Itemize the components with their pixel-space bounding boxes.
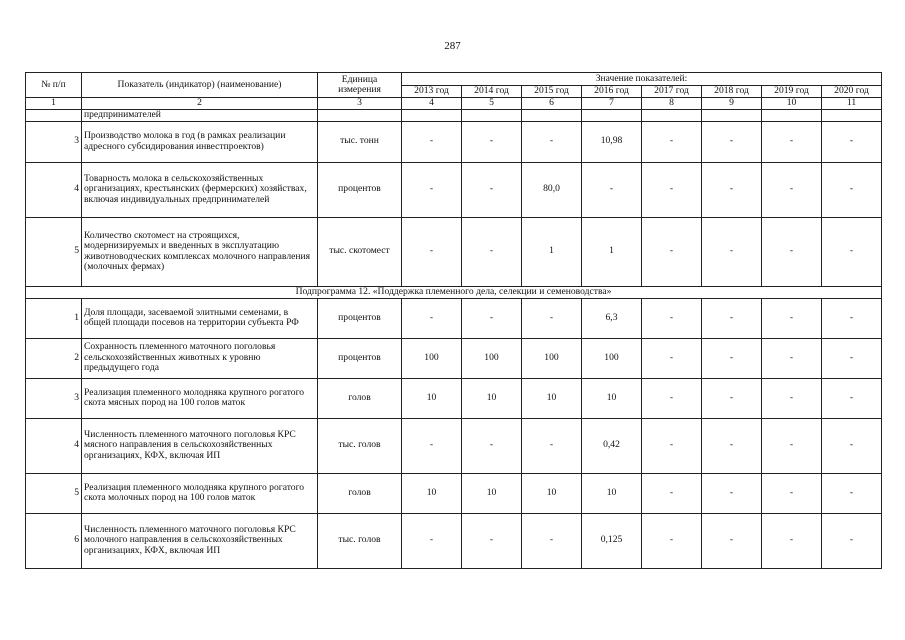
row-number: 5 [26,473,82,513]
value-cell: 100 [402,338,462,378]
header-num: № п/п [26,73,82,98]
value-cell: - [702,513,762,568]
year-header: 2020 год [822,86,882,98]
value-cell: 10,98 [582,121,642,162]
value-cell: - [762,338,822,378]
value-cell: 0,42 [582,418,642,473]
value-cell: - [642,338,702,378]
column-index: 2 [82,98,318,110]
value-cell: 100 [462,338,522,378]
value-cell: - [402,121,462,162]
row-number: 4 [26,418,82,473]
indicator-name: Численность племенного маточного поголовья КРС мясного направления в сельскохозяйственных организациях, КФХ, включая ИП [82,418,318,473]
value-cell: - [822,121,882,162]
table-row [26,473,882,513]
value-cell: - [522,121,582,162]
value-cell: - [642,418,702,473]
unit-cell [318,110,402,122]
value-cell: - [642,217,702,286]
unit-cell: процентов [318,162,402,217]
value-cell: - [762,378,822,418]
value-cell: - [702,162,762,217]
unit-cell: процентов [318,338,402,378]
value-cell: 10 [462,378,522,418]
column-index: 6 [522,98,582,110]
index-row [26,98,882,110]
table-body [26,110,882,569]
indicator-name: Товарность молока в сельскохозяйственных организациях, крестьянских (фермерских) хозяйствах, включая индивидуальных предпринимателей [82,162,318,217]
section-title: Подпрограмма 12. «Поддержка племенного дела, селекции и семеноводства» [26,286,882,298]
header-values: Значение показателей: [402,73,882,86]
table-row [26,298,882,338]
row-number: 3 [26,121,82,162]
column-index: 11 [822,98,882,110]
indicator-name: Количество скотомест на строящихся, модернизируемых и введенных в эксплуатацию животноводческих комплексах молочного направления (молочных фермах) [82,217,318,286]
value-cell: 10 [582,473,642,513]
value-cell: - [702,418,762,473]
value-cell: 100 [582,338,642,378]
value-cell [762,110,822,122]
column-index: 3 [318,98,402,110]
value-cell: - [822,217,882,286]
year-header: 2019 год [762,86,822,98]
value-cell: - [822,513,882,568]
value-cell: - [522,298,582,338]
row-number: 3 [26,378,82,418]
table-row [26,162,882,217]
value-cell: 10 [462,473,522,513]
value-cell: - [462,217,522,286]
value-cell: 0,125 [582,513,642,568]
value-cell: 1 [582,217,642,286]
column-index: 8 [642,98,702,110]
value-cell [702,110,762,122]
value-cell: - [702,298,762,338]
unit-cell: тыс. голов [318,418,402,473]
value-cell: - [402,217,462,286]
indicator-name: Численность племенного маточного поголовья КРС молочного направления в сельскохозяйственных организациях, КФХ, включая ИП [82,513,318,568]
unit-cell: тыс. скотомест [318,217,402,286]
table-row [26,110,882,122]
column-index: 7 [582,98,642,110]
value-cell: - [642,473,702,513]
table-row [26,378,882,418]
value-cell: - [582,162,642,217]
value-cell: 10 [402,378,462,418]
column-index: 9 [702,98,762,110]
unit-cell: тыс. тонн [318,121,402,162]
value-cell [582,110,642,122]
indicator-name: Реализация племенного молодняка крупного рогатого скота молочных пород на 100 голов маток [82,473,318,513]
value-cell: - [762,473,822,513]
table-row [26,121,882,162]
value-cell: - [822,298,882,338]
row-number: 5 [26,217,82,286]
unit-cell: процентов [318,298,402,338]
table-row [26,338,882,378]
value-cell: - [642,162,702,217]
value-cell: - [642,121,702,162]
table-row [26,217,882,286]
value-cell [402,110,462,122]
value-cell: - [762,217,822,286]
indicator-name: Доля площади, засеваемой элитными семенами, в общей площади посевов на территории субъекта РФ [82,298,318,338]
value-cell: - [762,162,822,217]
header-indicator: Показатель (индикатор) (наименование) [82,73,318,98]
column-index: 1 [26,98,82,110]
value-cell: - [402,513,462,568]
indicator-name: Производство молока в год (в рамках реализации адресного субсидирования инвестпроектов) [82,121,318,162]
value-cell: 10 [402,473,462,513]
value-cell: - [402,418,462,473]
value-cell: - [702,378,762,418]
value-cell: - [462,513,522,568]
row-number [26,110,82,122]
value-cell: 1 [522,217,582,286]
indicator-name: Реализация племенного молодняка крупного рогатого скота мясных пород на 100 голов маток [82,378,318,418]
year-header: 2016 год [582,86,642,98]
value-cell: - [822,338,882,378]
year-header: 2018 год [702,86,762,98]
column-index: 4 [402,98,462,110]
page-number: 287 [444,40,461,52]
value-cell: - [642,298,702,338]
value-cell: - [822,473,882,513]
value-cell: - [462,298,522,338]
value-cell: - [522,418,582,473]
value-cell: - [762,121,822,162]
value-cell: - [702,217,762,286]
value-cell: - [822,418,882,473]
value-cell: 80,0 [522,162,582,217]
indicator-name: Сохранность племенного маточного поголовья сельскохозяйственных животных к уровню предыдущего года [82,338,318,378]
year-header: 2014 год [462,86,522,98]
year-header: 2015 год [522,86,582,98]
value-cell: - [642,378,702,418]
value-cell: - [402,298,462,338]
column-index: 5 [462,98,522,110]
unit-cell: голов [318,473,402,513]
value-cell: - [822,378,882,418]
value-cell [462,110,522,122]
value-cell [822,110,882,122]
value-cell: 6,3 [582,298,642,338]
row-number: 2 [26,338,82,378]
value-cell: 10 [582,378,642,418]
value-cell: - [642,513,702,568]
value-cell: - [762,298,822,338]
value-cell: - [702,473,762,513]
year-header: 2013 год [402,86,462,98]
column-index: 10 [762,98,822,110]
section-row [26,286,882,298]
value-cell: 100 [522,338,582,378]
unit-cell: голов [318,378,402,418]
indicators-table [25,72,882,569]
value-cell [642,110,702,122]
value-cell: - [462,418,522,473]
header-unit: Единица измерения [318,73,402,98]
value-cell: - [762,513,822,568]
row-number: 6 [26,513,82,568]
unit-cell: тыс. голов [318,513,402,568]
value-cell: - [402,162,462,217]
table-row [26,513,882,568]
indicator-name: предпринимателей [82,110,318,122]
value-cell [522,110,582,122]
value-cell: - [522,513,582,568]
value-cell: - [702,121,762,162]
value-cell: 10 [522,473,582,513]
row-number: 1 [26,298,82,338]
table-row [26,418,882,473]
year-header: 2017 год [642,86,702,98]
value-cell: - [702,338,762,378]
value-cell: - [762,418,822,473]
value-cell: 10 [522,378,582,418]
value-cell: - [822,162,882,217]
value-cell: - [462,121,522,162]
row-number: 4 [26,162,82,217]
value-cell: - [462,162,522,217]
